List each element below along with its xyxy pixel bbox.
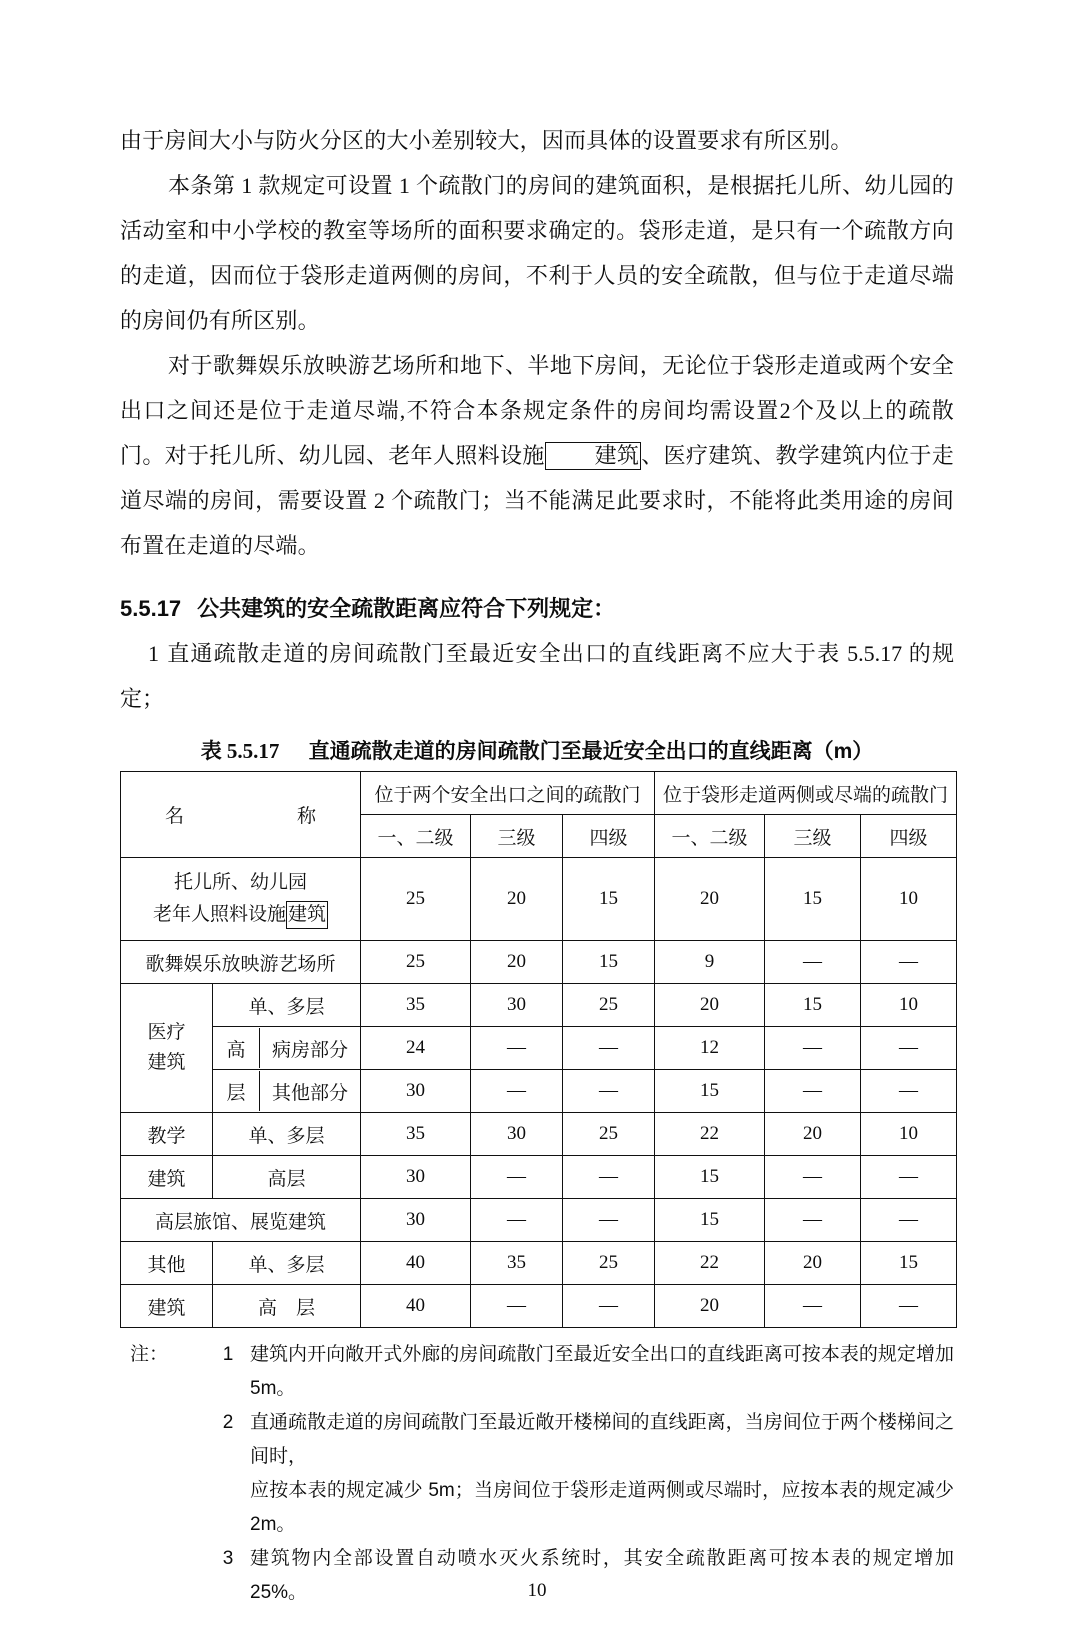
header-level-5: 三级 [765, 815, 861, 858]
sub-item-text: 直通疏散走道的房间疏散门至最近安全出口的直线距离不应大于表 5.5.17 的规定； [120, 641, 954, 711]
note-index: 3 [222, 1548, 234, 1569]
cell-value: 30 [471, 984, 563, 1027]
table-row [121, 1027, 957, 1070]
cell-value: — [861, 1199, 957, 1242]
table-row [121, 1113, 957, 1156]
note-text: 直通疏散走道的房间疏散门至最近敞开楼梯间的直线距离，当房间位于两个楼梯间之间时， [250, 1412, 954, 1467]
cell-value: — [861, 1285, 957, 1328]
cell-value: 10 [861, 858, 957, 941]
cell-value: 35 [361, 984, 471, 1027]
table-row [121, 858, 957, 941]
cell-value: 15 [861, 1242, 957, 1285]
cell-value: — [563, 1027, 655, 1070]
row-name-boxed-jianzhu: 建筑 [286, 901, 328, 929]
note-text-cont: 应按本表的规定减少 5m；当房间位于袋形走道两侧或尽端时，应按本表的规定减少 2m。 [250, 1480, 954, 1535]
cell-value: 25 [361, 941, 471, 984]
cell-value: 15 [765, 858, 861, 941]
cell-value: — [765, 1070, 861, 1113]
cell-value: — [861, 1156, 957, 1199]
row-name-line1: 托儿所、幼儿园 [174, 872, 308, 893]
table-row [121, 1242, 957, 1285]
cell-value: 12 [655, 1027, 765, 1070]
table-caption [120, 735, 954, 765]
cell-value: 25 [563, 984, 655, 1027]
row-sub-label: 单、多层 [213, 1113, 361, 1156]
row-sub-label: 高 层 [213, 1285, 361, 1328]
cell-value: — [765, 1199, 861, 1242]
cell-value: — [471, 1285, 563, 1328]
cell-value: 25 [563, 1242, 655, 1285]
cell-value: — [563, 1156, 655, 1199]
cell-value: 15 [655, 1070, 765, 1113]
cell-value: 20 [655, 1285, 765, 1328]
row-group-medical [121, 984, 213, 1113]
cell-value: 20 [471, 858, 563, 941]
sub-item-marker: 1 [148, 641, 159, 666]
note-text: 建筑内开向敞开式外廊的房间疏散门至最近安全出口的直线距离可按本表的规定增加 5m。 [250, 1344, 954, 1399]
row-group-highrise-label: 高 [213, 1028, 260, 1068]
cell-value: 30 [471, 1113, 563, 1156]
paragraph-3-part2: 、医疗建筑、教学建筑内位于走道尽端的房间，需要设置 2 个疏散门；当不能满足此要求时，不能将此类用途的房间布置在走道的尽端。 [120, 443, 954, 558]
note-item [120, 1406, 954, 1474]
cell-value: — [471, 1027, 563, 1070]
cell-value: 40 [361, 1285, 471, 1328]
header-level-1: 一、二级 [361, 815, 471, 858]
cell-value: — [471, 1070, 563, 1113]
cell-value: — [765, 1027, 861, 1070]
note-index: 2 [222, 1412, 234, 1433]
row-sub-label: 其他部分 [272, 1082, 349, 1104]
cell-value: 30 [361, 1199, 471, 1242]
clause-text: 公共建筑的安全疏散距离应符合下列规定： [197, 596, 616, 621]
row-name-line2-pre: 老年人照料设施 [152, 904, 286, 925]
cell-value: 30 [361, 1156, 471, 1199]
header-name-column [121, 772, 361, 858]
clause-5-5-17 [120, 586, 954, 631]
header-level-3: 四级 [563, 815, 655, 858]
row-name-hotel-exhibition: 高层旅馆、展览建筑 [121, 1199, 361, 1242]
cell-value: 22 [655, 1242, 765, 1285]
paragraph-3 [120, 343, 954, 568]
notes-label: 注： [130, 1344, 169, 1365]
row-group-medical-label: 医疗 建筑 [147, 1022, 186, 1073]
cell-value: 20 [765, 1113, 861, 1156]
cell-value: — [765, 1285, 861, 1328]
table-row [121, 1156, 957, 1199]
header-level-4: 一、二级 [655, 815, 765, 858]
row-sub-label: 高层 [213, 1156, 361, 1199]
table-caption-title: 直通疏散走道的房间疏散门至最近安全出口的直线距离（m） [308, 740, 874, 763]
cell-value: — [765, 1156, 861, 1199]
row-name-entertainment: 歌舞娱乐放映游艺场所 [121, 941, 361, 984]
row-sub-highrise-other [213, 1070, 361, 1113]
row-name-nursery [121, 858, 361, 941]
cell-value: — [765, 941, 861, 984]
note-item-cont [120, 1474, 954, 1542]
cell-value: 10 [861, 1113, 957, 1156]
row-name-line2 [123, 899, 358, 931]
cell-value: 30 [361, 1070, 471, 1113]
cell-value: — [861, 1070, 957, 1113]
cell-value: — [563, 1199, 655, 1242]
row-group-highrise-label2: 层 [213, 1071, 260, 1111]
table-header-row-1 [121, 772, 957, 815]
row-group-other: 其他 [121, 1242, 213, 1285]
header-group-dead-end: 位于袋形走道两侧或尽端的疏散门 [655, 772, 957, 815]
cell-value: 15 [655, 1199, 765, 1242]
cell-value: — [563, 1285, 655, 1328]
cell-value: 40 [361, 1242, 471, 1285]
page-number: 10 [527, 1580, 547, 1601]
paragraph-2: 本条第 1 款规定可设置 1 个疏散门的房间的建筑面积，是根据托儿所、幼儿园的活动室和中小学校的教室等场所的面积要求确定的。袋形走道，是只有一个疏散方向的走道，因而位于袋形走道两侧的房间，不利于人员的安全疏散，但与位于走道尽端的房间仍有所区别。 [120, 173, 954, 333]
cell-value: 25 [361, 858, 471, 941]
note-text: 建筑物内全部设置自动喷水灭火系统时，其安全疏散距离可按本表的规定增加 25%。 [250, 1548, 954, 1603]
highlighted-term-jianzhu: 建筑 [545, 442, 641, 470]
row-group-other-2: 建筑 [121, 1285, 213, 1328]
row-group-teaching: 教学 [121, 1113, 213, 1156]
row-sub-label: 单、多层 [213, 1242, 361, 1285]
table-notes [120, 1338, 954, 1610]
cell-value: — [471, 1156, 563, 1199]
cell-value: — [861, 941, 957, 984]
cell-value: — [471, 1199, 563, 1242]
header-level-6: 四级 [861, 815, 957, 858]
row-sub-label: 单、多层 [213, 984, 361, 1027]
table-row [121, 984, 957, 1027]
cell-value: 9 [655, 941, 765, 984]
header-name-label: 名 称 [165, 806, 331, 827]
cell-value: — [563, 1070, 655, 1113]
paragraph-1: 由于房间大小与防火分区的大小差别较大，因而具体的设置要求有所区别。 [120, 128, 853, 153]
row-sub-label: 病房部分 [272, 1039, 349, 1061]
header-group-between-exits: 位于两个安全出口之间的疏散门 [361, 772, 655, 815]
table-row [121, 941, 957, 984]
cell-value: 10 [861, 984, 957, 1027]
sub-item-1 [120, 631, 954, 721]
row-group-teaching-2: 建筑 [121, 1156, 213, 1199]
cell-value: 35 [361, 1113, 471, 1156]
evacuation-distance-table [120, 771, 957, 1328]
row-sub-highrise-ward [213, 1027, 361, 1070]
cell-value: 25 [563, 1113, 655, 1156]
cell-value: 15 [765, 984, 861, 1027]
paragraph-3-part1: 对于歌舞娱乐放映游艺场所和地下、半地下房间，无论位于袋形走道或两个安全出口之间还是位于走道尽端,不符合本条规定条件的房间均需设置2个及以上的疏散门。对于托儿所、幼儿园、老年人照料设施 [120, 353, 954, 468]
cell-value: 22 [655, 1113, 765, 1156]
cell-value: 15 [655, 1156, 765, 1199]
cell-value: 35 [471, 1242, 563, 1285]
table-row [121, 1199, 957, 1242]
cell-value: 15 [563, 858, 655, 941]
clause-number: 5.5.17 [120, 596, 182, 621]
cell-value: 24 [361, 1027, 471, 1070]
cell-value: 20 [655, 858, 765, 941]
cell-value: 15 [563, 941, 655, 984]
cell-value: 20 [655, 984, 765, 1027]
note-item [120, 1338, 954, 1406]
table-row [121, 1285, 957, 1328]
note-index: 1 [222, 1344, 234, 1365]
cell-value: 20 [765, 1242, 861, 1285]
table-caption-number: 表 5.5.17 [200, 739, 280, 763]
cell-value: 20 [471, 941, 563, 984]
cell-value: — [861, 1027, 957, 1070]
header-level-2: 三级 [471, 815, 563, 858]
table-row [121, 1070, 957, 1113]
